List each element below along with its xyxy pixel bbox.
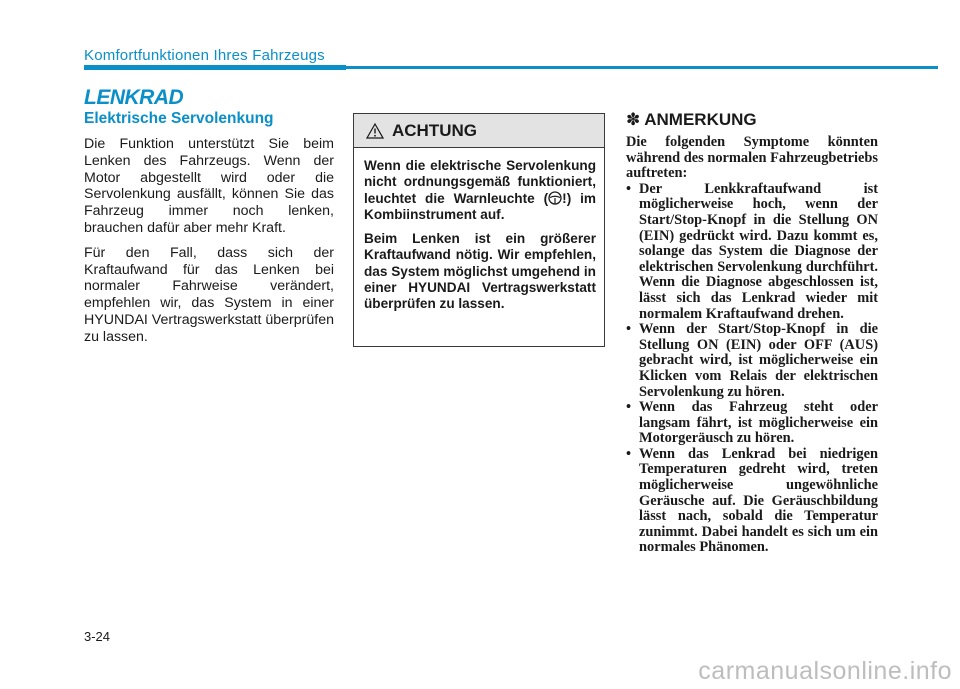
steering-wheel-warning-icon <box>548 191 562 205</box>
list-item-text: Wenn das Fahrzeug steht oder langsam fährt, ist möglicherweise ein Motorgeräusch zu hören. <box>639 399 878 447</box>
warning-triangle-icon <box>366 123 384 139</box>
list-item-text: Wenn der Start/Stop-Knopf in die Stellung ON (EIN) oder OFF (AUS) gebracht wird, ist möglicherweise ein Klicken vom Relais der elektrischen Servolenkung zu hören. <box>639 321 878 400</box>
warning-header <box>354 114 604 148</box>
bullet: • <box>626 321 632 338</box>
list-item-text: Der Lenkkraftaufwand ist möglicherweise hoch, wenn der Start/Stop-Knopf in die Stellung ON (EIN) gedrückt wird. Dazu kommt es, solange das System die Diagnose der elektrischen Servolenkung durchführt. Wenn die Diagnose abgeschlossen ist, lässt sich das Lenkrad wieder mit normalem Kraftaufwand drehen. <box>639 180 878 322</box>
warning-body <box>354 148 604 313</box>
warning-text-after: ) im Kombiinstrument auf. <box>364 190 597 222</box>
watermark: carmanualsonline.info <box>698 657 952 685</box>
section-title: LENKRAD <box>84 86 184 109</box>
note-list <box>626 182 878 556</box>
column-right <box>626 110 878 556</box>
bullet: • <box>626 180 632 197</box>
warning-glyph-text: ! <box>562 190 567 206</box>
list-item <box>626 182 878 322</box>
header-rule-accent <box>84 65 346 70</box>
warning-paragraph-2: Beim Lenken ist ein größerer Kraftaufwand nötig. Wir empfehlen, das System möglichst umgehend in einer HYUNDAI Vertragswerkstatt überprüfen zu lassen. <box>364 231 596 312</box>
warning-box <box>353 113 605 347</box>
list-item <box>626 400 878 447</box>
bullet: • <box>626 445 632 462</box>
column-left <box>84 110 334 354</box>
subheading: Elektrische Servolenkung <box>84 110 274 127</box>
warning-text-before: Wenn die elektrische Servolenkung nicht ordnungsgemäß funktioniert, leuchtet die Warnleuchte ( <box>364 158 596 206</box>
paragraph-2: Für den Fall, dass sich der Kraftaufwand für das Lenken bei normaler Fahrweise verändert, empfehlen wir, das System in einer HYUNDAI Vertragswerkstatt überprüfen zu lassen. <box>84 244 334 345</box>
page-number: 3-24 <box>84 629 111 644</box>
note-title <box>626 110 878 130</box>
list-item <box>626 447 878 556</box>
bullet: • <box>626 399 632 416</box>
warning-label: ACHTUNG <box>392 120 477 140</box>
note-star-icon: ✽ <box>626 110 641 129</box>
paragraph-1: Die Funktion unterstützt Sie beim Lenken des Fahrzeugs. Wenn der Motor abgestellt wird oder die Servolenkung ausfällt, können Sie das Fahrzeug immer noch lenken, brauchen dafür aber mehr Kraft. <box>84 136 334 236</box>
list-item-text: Wenn das Lenkrad bei niedrigen Temperaturen gedreht wird, treten möglicherweise ungewöhnliche Geräusche auf. Die Geräuschbildung lässt nach, sobald die Temperatur zunimmt. Dabei handelt es sich um ein normales Phänomen. <box>639 445 878 556</box>
note-intro: Die folgenden Symptome könnten während des normalen Fahrzeugbetriebs auftreten: <box>626 134 878 182</box>
note-title-text: ANMERKUNG <box>644 110 757 129</box>
header-title: Komfortfunktionen Ihres Fahrzeugs <box>84 47 325 64</box>
warning-paragraph-1 <box>364 158 596 223</box>
list-item <box>626 322 878 400</box>
